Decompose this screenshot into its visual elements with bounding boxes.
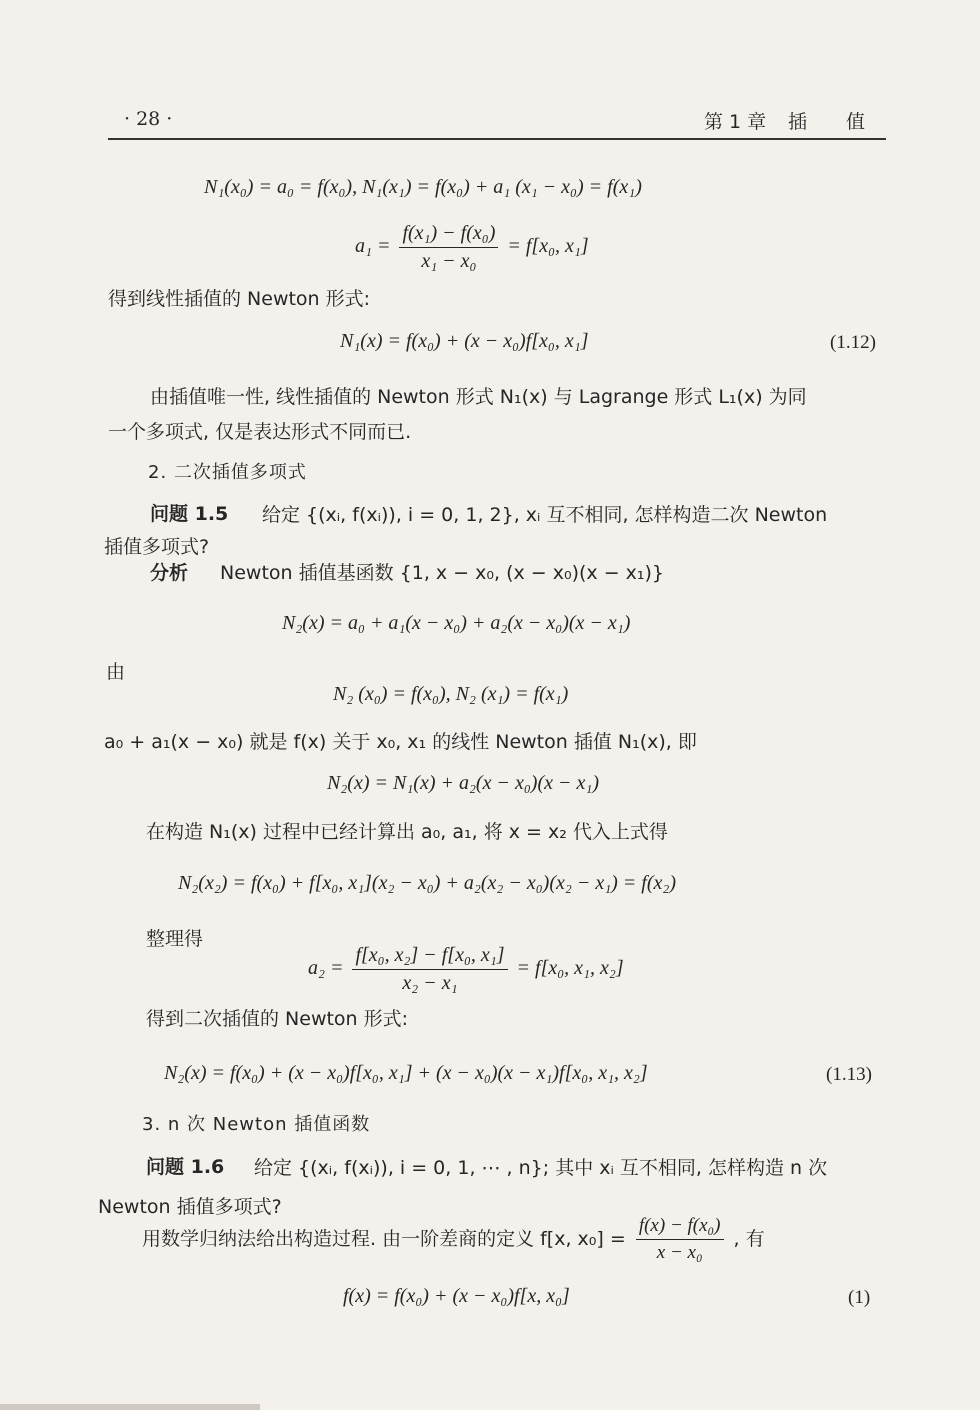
analysis-text: Newton 插值基函数 {1, x − x₀, (x − x₀)(x − x₁)} <box>220 562 665 584</box>
section-3-heading: 3. n 次 Newton 插值函数 <box>142 1114 371 1135</box>
linear-part-text: a₀ + a₁(x − x₀) 就是 f(x) 关于 x₀, x₁ 的线性 Newton 插值 N₁(x), 即 <box>104 731 697 753</box>
equation-a1 <box>355 222 589 273</box>
chapter-title-part2: 值 <box>846 111 866 133</box>
equation-a1-denominator: x₁ − x₀ <box>421 250 477 272</box>
equation-1-13: N₂(x) = f(x₀) + (x − x₀)f[x₀, x₁] + (x − x₀)(x − x₁)f[x₀, x₁, x₂] <box>164 1062 648 1084</box>
equation-1-number: (1) <box>848 1287 871 1308</box>
induction-numerator: f(x) − f(x₀) <box>636 1215 724 1240</box>
induction-denominator: x − x₀ <box>656 1242 703 1263</box>
header-rule <box>108 138 886 140</box>
problem-1-6-line1: 给定 {(xᵢ, f(xᵢ)), i = 0, 1, ⋯ , n}; 其中 xᵢ 互不相同, 怎样构造 n 次 <box>254 1157 828 1179</box>
equation-a1-numerator: f(x₁) − f(x₀) <box>399 222 498 248</box>
equation-a2-rhs: = f[x₀, x₁, x₂] <box>516 957 624 980</box>
problem-1-5-line1: 给定 {(xᵢ, f(xᵢ)), i = 0, 1, 2}, xᵢ 互不相同, 怎样构造二次 Newton <box>262 504 828 526</box>
induction-tail: , 有 <box>733 1228 765 1250</box>
quadratic-newton-intro: 得到二次插值的 Newton 形式: <box>146 1008 409 1030</box>
uniqueness-paragraph-line2: 一个多项式, 仅是表达形式不同而已. <box>108 421 412 443</box>
linear-newton-intro: 得到线性插值的 Newton 形式: <box>108 288 371 310</box>
equation-a2-denominator: x₂ − x₁ <box>402 972 458 994</box>
equation-n1-nodes: N₁(x₀) = a₀ = f(x₀), N₁(x₁) = f(x₀) + a₁ (x₁ − x₀) = f(x₁) <box>204 176 642 198</box>
induction-fraction <box>636 1215 724 1264</box>
equation-n2-nodes: N₂ (x₀) = f(x₀), N₂ (x₁) = f(x₁) <box>333 683 569 705</box>
problem-1-6-line2: Newton 插值多项式? <box>98 1196 282 1218</box>
equation-a1-lhs: a₁ = <box>355 235 391 258</box>
equation-a2-lhs: a₂ = <box>308 957 344 980</box>
equation-a2 <box>308 944 624 995</box>
induction-text: 用数学归纳法给出构造过程. 由一阶差商的定义 f[x, x₀] = <box>142 1228 626 1250</box>
by-label: 由 <box>106 661 126 683</box>
equation-a1-rhs: = f[x₀, x₁] <box>507 235 589 258</box>
equation-n2-form: N₂(x) = a₀ + a₁(x − x₀) + a₂(x − x₀)(x − x₁) <box>282 612 631 634</box>
equation-1-13-number: (1.13) <box>826 1064 872 1085</box>
scan-edge-bar <box>0 1404 260 1410</box>
problem-1-5-label: 问题 1.5 <box>150 503 229 525</box>
page-number: · 28 · <box>124 108 173 130</box>
equation-1-12: N₁(x) = f(x₀) + (x − x₀)f[x₀, x₁] <box>340 330 589 352</box>
section-2-heading: 2. 二次插值多项式 <box>148 462 307 483</box>
induction-line <box>142 1215 765 1264</box>
problem-1-5-line2: 插值多项式? <box>104 536 210 558</box>
analysis-label: 分析 <box>150 562 189 584</box>
chapter-title-part1: 插 <box>788 111 808 133</box>
equation-n2-recursive: N₂(x) = N₁(x) + a₂(x − x₀)(x − x₁) <box>327 772 599 794</box>
construct-text: 在构造 N₁(x) 过程中已经计算出 a₀, a₁, 将 x = x₂ 代入上式得 <box>146 821 668 843</box>
problem-1-6-label: 问题 1.6 <box>146 1156 225 1178</box>
equation-a2-numerator: f[x₀, x₂] − f[x₀, x₁] <box>352 944 507 970</box>
rearrange-text: 整理得 <box>146 928 204 950</box>
equation-n2-x2: N₂(x₂) = f(x₀) + f[x₀, x₁](x₂ − x₀) + a₂(x₂ − x₀)(x₂ − x₁) = f(x₂) <box>178 872 677 894</box>
equation-1-12-number: (1.12) <box>830 332 876 353</box>
uniqueness-paragraph-line1: 由插值唯一性, 线性插值的 Newton 形式 N₁(x) 与 Lagrange 形式 L₁(x) 为同 <box>150 386 807 408</box>
equation-a2-fraction <box>352 944 507 995</box>
chapter-label: 第 1 章 <box>704 111 767 133</box>
equation-1: f(x) = f(x₀) + (x − x₀)f[x, x₀] <box>343 1285 570 1307</box>
equation-a1-fraction <box>399 222 498 273</box>
